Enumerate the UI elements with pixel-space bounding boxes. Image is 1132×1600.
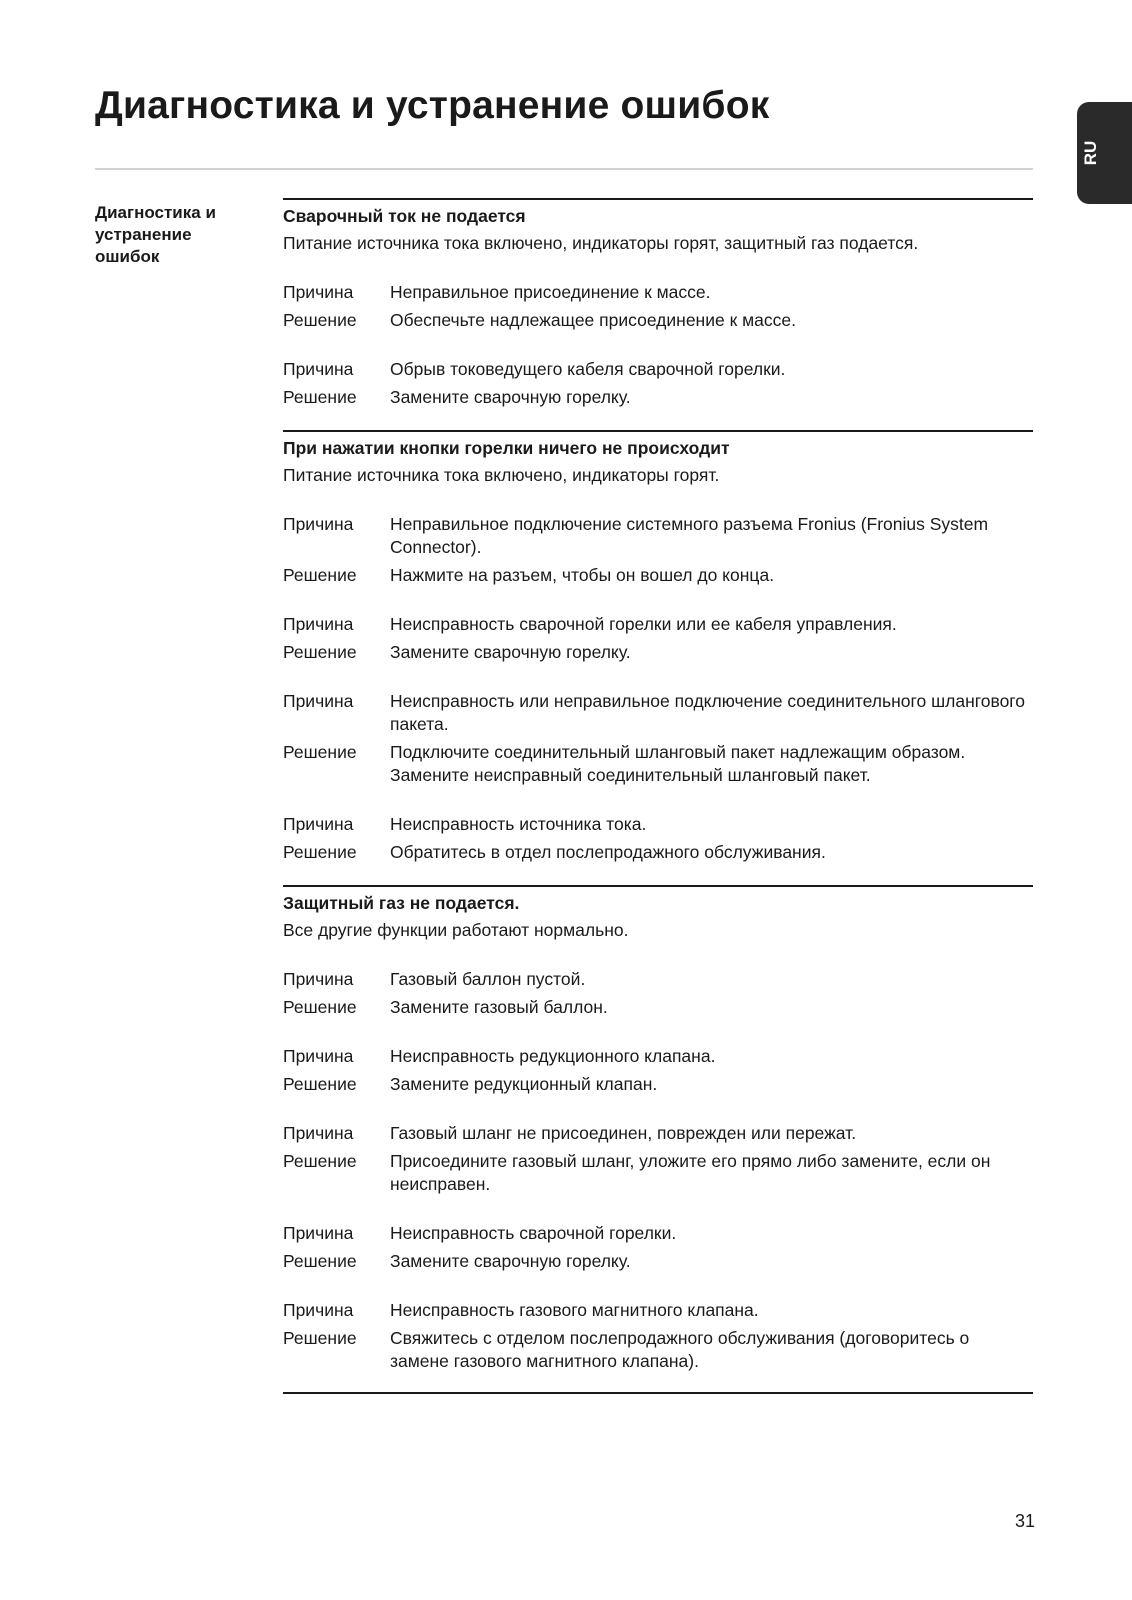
- solution-row: [283, 841, 1033, 864]
- cause-row: [283, 1299, 1033, 1322]
- cause-label: Причина: [283, 969, 354, 989]
- cause-solution-pair: [283, 1222, 1033, 1273]
- solution-row: [283, 564, 1033, 587]
- cause-row: [283, 690, 1033, 736]
- cause-row: [283, 813, 1033, 836]
- solution-text: Обратитесь в отдел послепродажного обслуживания.: [390, 842, 826, 862]
- solution-text: Замените сварочную горелку.: [390, 1251, 631, 1271]
- cause-solution-pair: [283, 281, 1033, 332]
- cause-text: Газовый шланг не присоединен, поврежден или пережат.: [390, 1123, 857, 1143]
- solution-text: Обеспечьте надлежащее присоединение к массе.: [390, 310, 796, 330]
- cause-solution-pair: [283, 1299, 1033, 1373]
- troubleshooting-section: [283, 198, 1033, 430]
- cause-solution-pair: [283, 813, 1033, 864]
- title-divider: [95, 168, 1033, 170]
- cause-label: Причина: [283, 814, 354, 834]
- solution-text: Присоедините газовый шланг, уложите его прямо либо замените, если он неисправен.: [390, 1151, 991, 1194]
- solution-row: [283, 741, 1033, 787]
- solution-label: Решение: [283, 387, 357, 407]
- solution-row: [283, 1327, 1033, 1373]
- cause-text: Неправильное подключение системного разъема Fronius (Fronius System Connector).: [390, 514, 989, 557]
- cause-row: [283, 1045, 1033, 1068]
- solution-row: [283, 1073, 1033, 1096]
- solution-text: Замените газовый баллон.: [390, 997, 608, 1017]
- troubleshooting-content: [283, 198, 1033, 1394]
- solution-text: Замените сварочную горелку.: [390, 387, 631, 407]
- cause-label: Причина: [283, 514, 354, 534]
- solution-row: [283, 996, 1033, 1019]
- section-side-label: [95, 202, 265, 268]
- solution-text: Замените редукционный клапан.: [390, 1074, 658, 1094]
- side-label-line: ошибок: [95, 247, 160, 266]
- section-condition: Питание источника тока включено, индикаторы горят, защитный газ подается.: [283, 233, 919, 253]
- solution-label: Решение: [283, 1328, 357, 1348]
- cause-row: [283, 513, 1033, 559]
- cause-label: Причина: [283, 1223, 354, 1243]
- language-tab-label: RU: [1081, 140, 1100, 166]
- solution-row: [283, 1150, 1033, 1196]
- cause-text: Неисправность или неправильное подключение соединительного шлангового пакета.: [390, 691, 1026, 734]
- cause-label: Причина: [283, 614, 354, 634]
- cause-label: Причина: [283, 1123, 354, 1143]
- solution-label: Решение: [283, 742, 357, 762]
- cause-solution-pair: [283, 690, 1033, 787]
- solution-text: Замените сварочную горелку.: [390, 642, 631, 662]
- troubleshooting-section: [283, 430, 1033, 885]
- cause-row: [283, 358, 1033, 381]
- solution-label: Решение: [283, 1074, 357, 1094]
- solution-row: [283, 309, 1033, 332]
- cause-text: Газовый баллон пустой.: [390, 969, 586, 989]
- cause-label: Причина: [283, 282, 354, 302]
- solution-label: Решение: [283, 842, 357, 862]
- page-title: Диагностика и устранение ошибок: [95, 84, 770, 127]
- solution-label: Решение: [283, 642, 357, 662]
- cause-row: [283, 968, 1033, 991]
- solution-text: Нажмите на разъем, чтобы он вошел до конца.: [390, 565, 775, 585]
- page-number: 31: [1015, 1511, 1036, 1531]
- section-title: Сварочный ток не подается: [283, 206, 526, 226]
- cause-text: Неисправность сварочной горелки или ее кабеля управления.: [390, 614, 897, 634]
- cause-row: [283, 1122, 1033, 1145]
- section-condition: Питание источника тока включено, индикаторы горят.: [283, 465, 720, 485]
- solution-label: Решение: [283, 565, 357, 585]
- cause-label: Причина: [283, 691, 354, 711]
- section-title: При нажатии кнопки горелки ничего не происходит: [283, 438, 730, 458]
- cause-label: Причина: [283, 1046, 354, 1066]
- cause-solution-pair: [283, 358, 1033, 409]
- language-tab: [1077, 102, 1132, 204]
- cause-text: Обрыв токоведущего кабеля сварочной горелки.: [390, 359, 786, 379]
- solution-label: Решение: [283, 1251, 357, 1271]
- cause-row: [283, 613, 1033, 636]
- cause-solution-pair: [283, 1045, 1033, 1096]
- solution-label: Решение: [283, 997, 357, 1017]
- solution-text: Свяжитесь с отделом послепродажного обслуживания (договоритесь о замене газового магнитного клапана).: [390, 1328, 970, 1371]
- section-condition: Все другие функции работают нормально.: [283, 920, 629, 940]
- side-label-line: Диагностика и: [95, 203, 216, 222]
- cause-solution-pair: [283, 968, 1033, 1019]
- solution-row: [283, 1250, 1033, 1273]
- cause-row: [283, 281, 1033, 304]
- solution-label: Решение: [283, 310, 357, 330]
- cause-text: Неисправность сварочной горелки.: [390, 1223, 677, 1243]
- cause-row: [283, 1222, 1033, 1245]
- cause-solution-pair: [283, 1122, 1033, 1196]
- section-title: Защитный газ не подается.: [283, 893, 520, 913]
- cause-text: Неправильное присоединение к массе.: [390, 282, 711, 302]
- solution-row: [283, 641, 1033, 664]
- cause-solution-pair: [283, 513, 1033, 587]
- cause-text: Неисправность источника тока.: [390, 814, 647, 834]
- cause-solution-pair: [283, 613, 1033, 664]
- cause-label: Причина: [283, 359, 354, 379]
- solution-label: Решение: [283, 1151, 357, 1171]
- solution-row: [283, 386, 1033, 409]
- side-label-line: устранение: [95, 225, 192, 244]
- troubleshooting-section: [283, 885, 1033, 1394]
- cause-label: Причина: [283, 1300, 354, 1320]
- cause-text: Неисправность газового магнитного клапана.: [390, 1300, 759, 1320]
- solution-text: Подключите соединительный шланговый пакет надлежащим образом. Замените неисправный соединительный шланговый пакет.: [390, 742, 966, 785]
- cause-text: Неисправность редукционного клапана.: [390, 1046, 716, 1066]
